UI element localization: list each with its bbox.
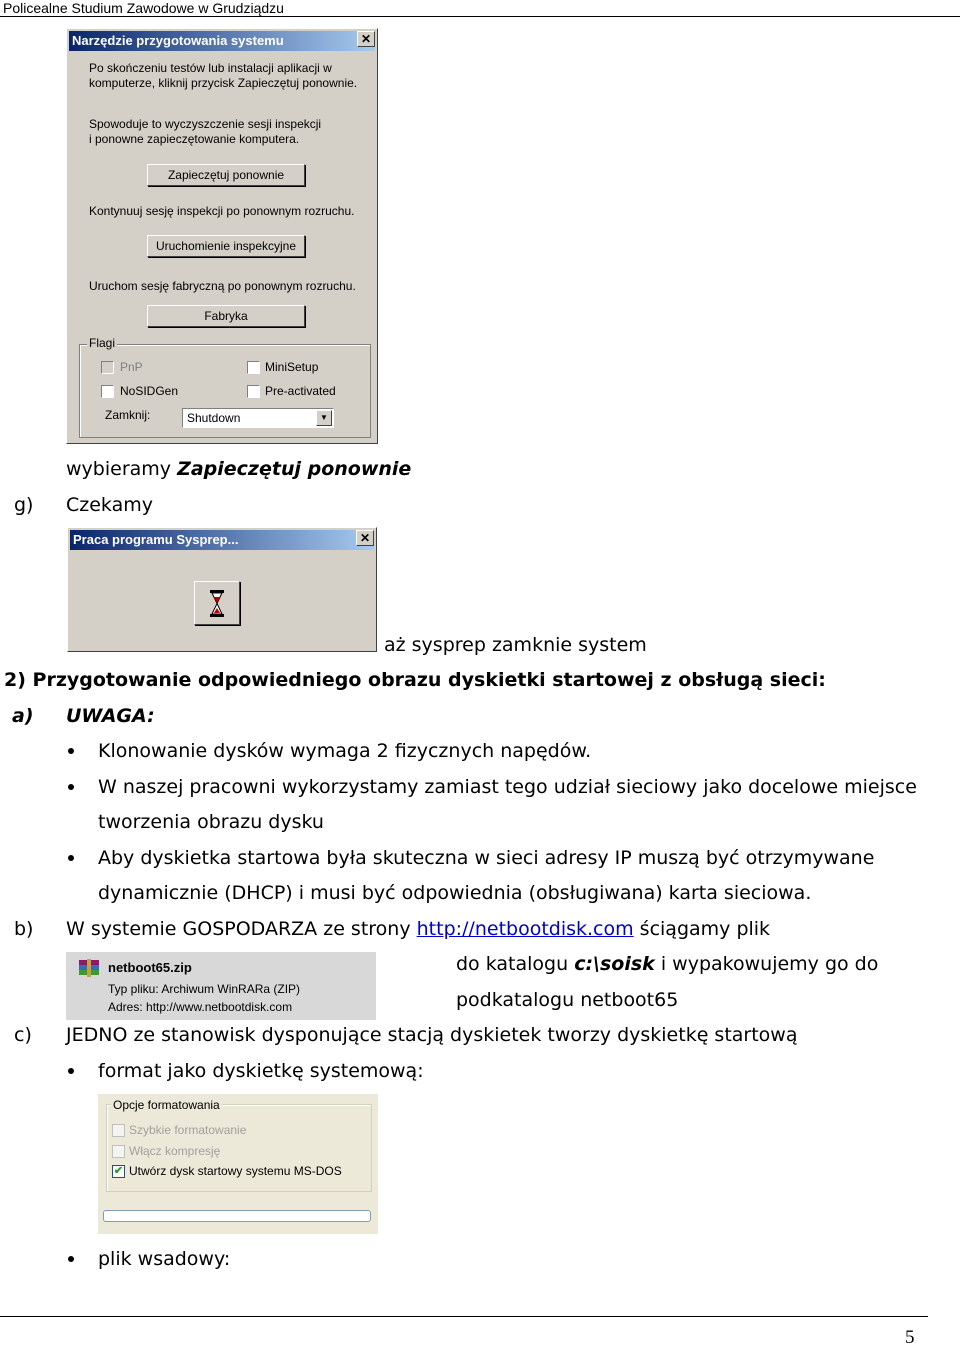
reseal-description bbox=[89, 117, 321, 147]
header-divider bbox=[0, 16, 960, 17]
item-a-marker: a) bbox=[12, 705, 34, 727]
close-icon[interactable]: ✕ bbox=[357, 31, 375, 47]
bullet-icon bbox=[68, 748, 74, 754]
preactivated-checkbox[interactable] bbox=[247, 385, 260, 398]
nosidgen-checkbox[interactable] bbox=[101, 385, 114, 398]
shutdown-label: Zamknij: bbox=[105, 408, 151, 422]
item-b-before: W systemie GOSPODARZA ze strony bbox=[66, 918, 417, 940]
pnp-label: PnP bbox=[120, 360, 143, 374]
factory-description: Uruchom sesję fabryczną po ponownym rozruchu. bbox=[89, 279, 356, 293]
line2-before: do katalogu bbox=[456, 953, 575, 975]
quick-format-label: Szybkie formatowanie bbox=[129, 1123, 247, 1137]
shutdown-value: Shutdown bbox=[187, 411, 241, 425]
page-header: Policealne Studium Zawodowe w Grudziądzu bbox=[3, 0, 284, 16]
nosidgen-label: NoSIDGen bbox=[120, 384, 179, 398]
item-a-text: UWAGA: bbox=[66, 705, 155, 727]
instruction-line: Po skończeniu testów lub instalacji aplikacji w bbox=[89, 61, 332, 75]
zip-file-box bbox=[66, 952, 376, 1020]
compression-checkbox[interactable] bbox=[112, 1145, 125, 1158]
format-options-label: Opcje formatowania bbox=[113, 1098, 220, 1112]
zip-file-type: Typ pliku: Archiwum WinRARa (ZIP) bbox=[108, 982, 301, 996]
factory-button[interactable]: Fabryka bbox=[147, 305, 305, 327]
flags-label: Flagi bbox=[89, 336, 116, 350]
pnp-checkbox[interactable] bbox=[101, 361, 114, 374]
step-g-text: Czekamy bbox=[66, 494, 153, 516]
preactivated-label: Pre-activated bbox=[265, 384, 336, 398]
check-icon: ✔ bbox=[113, 1165, 124, 1177]
format-progress-bar bbox=[103, 1210, 371, 1222]
footer-divider bbox=[0, 1316, 928, 1317]
item-b-marker: b) bbox=[14, 918, 34, 940]
dialog-title: Narzędzie przygotowania systemu bbox=[69, 31, 375, 51]
description-line: i ponowne zapieczętowanie komputera. bbox=[89, 132, 300, 146]
bullet-icon bbox=[68, 784, 74, 790]
minisetup-label: MiniSetup bbox=[265, 360, 319, 374]
close-icon[interactable]: ✕ bbox=[356, 530, 374, 546]
bullet-text: W naszej pracowni wykorzystamy zamiast tego udział sieciowy jako docelowe miejsce bbox=[98, 776, 917, 798]
section-title: 2) Przygotowanie odpowiedniego obrazu dyskietki startowej z obsługą sieci: bbox=[4, 669, 826, 691]
audit-description: Kontynuuj sesję inspekcji po ponownym rozruchu. bbox=[89, 204, 355, 218]
progress-title: Praca programu Sysprep... bbox=[70, 530, 374, 550]
zip-file-name: netboot65.zip bbox=[108, 960, 192, 975]
chevron-down-icon[interactable]: ▼ bbox=[316, 410, 332, 426]
item-b-line2 bbox=[456, 953, 878, 975]
bullet-icon bbox=[68, 1256, 74, 1262]
select-instruction bbox=[66, 458, 411, 480]
after-progress-text: aż sysprep zamknie system bbox=[384, 634, 647, 656]
msdos-checkbox[interactable] bbox=[112, 1165, 125, 1178]
bullet-icon bbox=[68, 1068, 74, 1074]
item-c-marker: c) bbox=[14, 1024, 32, 1046]
bullet-text-continued: tworzenia obrazu dysku bbox=[98, 811, 324, 833]
sysprep-tool-dialog bbox=[66, 28, 378, 444]
format-options-panel bbox=[98, 1094, 378, 1234]
compression-label: Włącz kompresję bbox=[129, 1144, 221, 1158]
line2-after: i wypakowujemy go do bbox=[654, 953, 879, 975]
shutdown-select[interactable] bbox=[182, 408, 334, 428]
step-g-marker: g) bbox=[14, 494, 34, 516]
sysprep-progress-dialog bbox=[67, 527, 377, 652]
description-line: Spowoduje to wyczyszczenie sesji inspekcji bbox=[89, 117, 322, 131]
hourglass-icon bbox=[194, 581, 240, 625]
minisetup-checkbox[interactable] bbox=[247, 361, 260, 374]
bullet-text: Aby dyskietka startowa była skuteczna w sieci adresy IP muszą być otrzymywane bbox=[98, 847, 875, 869]
reseal-button[interactable]: Zapieczętuj ponownie bbox=[147, 164, 305, 186]
bullet-text: Klonowanie dysków wymaga 2 fizycznych napędów. bbox=[98, 740, 592, 762]
winrar-icon bbox=[78, 959, 100, 977]
page-number: 5 bbox=[905, 1327, 915, 1348]
reseal-emphasis: Zapieczętuj ponownie bbox=[177, 458, 412, 480]
bullet-text: format jako dyskietkę systemową: bbox=[98, 1060, 424, 1082]
instruction-line: komputerze, kliknij przycisk Zapieczętuj ponownie. bbox=[89, 76, 358, 90]
item-b-after: ściągamy plik bbox=[633, 918, 771, 940]
zip-file-address: Adres: http://www.netbootdisk.com bbox=[108, 1000, 293, 1014]
select-text: wybieramy bbox=[66, 458, 178, 480]
item-c-text: JEDNO ze stanowisk dysponujące stacją dyskietek tworzy dyskietkę startową bbox=[66, 1024, 798, 1046]
bullet-text: plik wsadowy: bbox=[98, 1248, 231, 1270]
quick-format-checkbox[interactable] bbox=[112, 1124, 125, 1137]
item-b-line3: podkatalogu netboot65 bbox=[456, 989, 679, 1011]
item-b-text bbox=[66, 918, 770, 940]
folder-path: c:\soisk bbox=[574, 953, 655, 975]
instructions-text bbox=[89, 61, 357, 91]
bullet-text-continued: dynamicznie (DHCP) i musi być odpowiednia (obsługiwana) karta sieciowa. bbox=[98, 882, 812, 904]
msdos-label: Utwórz dysk startowy systemu MS-DOS bbox=[129, 1164, 342, 1178]
bullet-icon bbox=[68, 855, 74, 861]
netbootdisk-link[interactable]: http://netbootdisk.com bbox=[416, 918, 634, 940]
audit-button[interactable]: Uruchomienie inspekcyjne bbox=[147, 235, 305, 257]
